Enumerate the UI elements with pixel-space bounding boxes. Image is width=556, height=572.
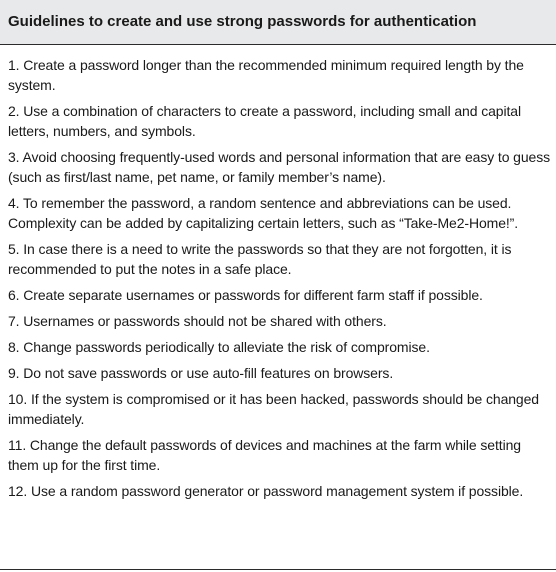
table-body xyxy=(0,45,556,569)
table-header: Guidelines to create and use strong passwords for authentication xyxy=(0,0,556,44)
table-bottom-rule xyxy=(0,569,556,570)
guideline-item: 6. Create separate usernames or passwords for different farm staff if possible. xyxy=(8,287,483,303)
guideline-item: 2. Use a combination of characters to create a password, including small and capital letters, numbers, and symbols. xyxy=(8,103,521,139)
guideline-item: 12. Use a random password generator or password management system if possible. xyxy=(8,483,524,499)
guideline-item: 8. Change passwords periodically to alleviate the risk of compromise. xyxy=(8,339,430,355)
guideline-item: 7. Usernames or passwords should not be shared with others. xyxy=(8,313,387,329)
guideline-item: 5. In case there is a need to write the passwords so that they are not forgotten, it is recommended to put the notes in a safe place. xyxy=(8,241,512,277)
guideline-item: 1. Create a password longer than the recommended minimum required length by the system. xyxy=(8,57,524,93)
guideline-item: 10. If the system is compromised or it has been hacked, passwords should be changed immediately. xyxy=(8,391,539,427)
guideline-item: 3. Avoid choosing frequently-used words and personal information that are easy to guess (such as first/last name, pet name, or family member’s name). xyxy=(8,149,551,185)
guideline-item: 4. To remember the password, a random sentence and abbreviations can be used. Complexity can be added by capitalizing certain letters, such as “Take-Me2-Home!”. xyxy=(8,195,519,231)
guideline-item: 9. Do not save passwords or use auto-fill features on browsers. xyxy=(8,365,394,381)
guideline-item: 11. Change the default passwords of devices and machines at the farm while setting them up for the first time. xyxy=(8,437,521,473)
